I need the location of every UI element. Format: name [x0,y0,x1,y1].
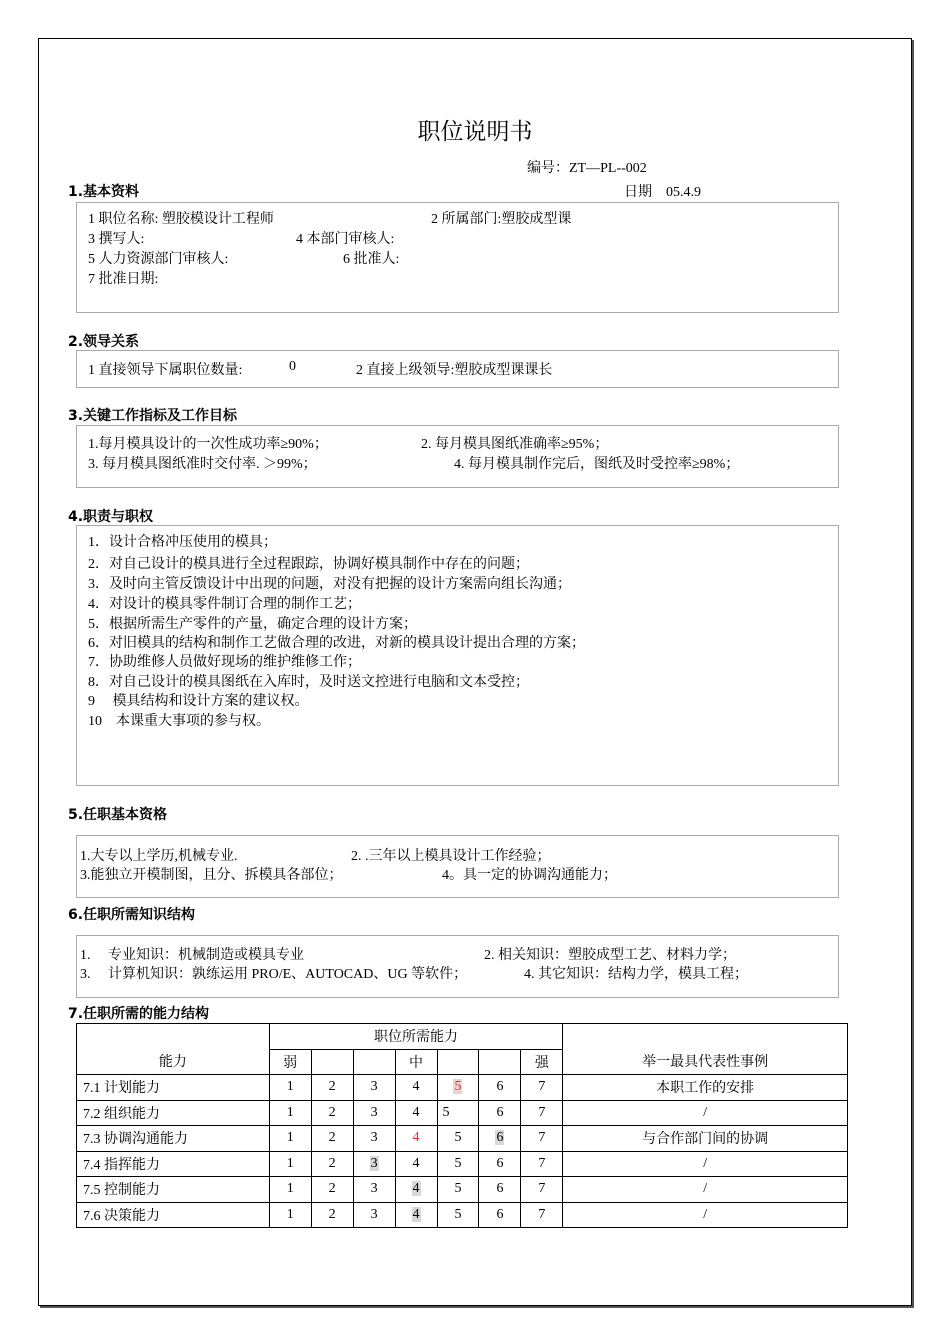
selected-level: 4 [412,1130,420,1146]
scale-cell: 3 [353,1202,395,1228]
scale-cell-selected [353,1151,395,1177]
ability-name: 7.6 决策能力 [77,1202,270,1228]
scale-cell: 7 [521,1151,563,1177]
duty-item: 7．协助维修人员做好现场的维护维修工作； [88,655,361,670]
scale-cell: 3 [353,1075,395,1101]
basic-department: 2 所属部门:塑胶成型课 [431,212,572,227]
basic-approval-date: 7 批准日期: [88,272,159,287]
scale-blank [311,1049,353,1075]
scale-blank [353,1049,395,1075]
ability-example: 本职工作的安排 [563,1075,848,1101]
table-row [77,1202,848,1228]
scale-cell: 3 [353,1126,395,1152]
selected-level: 5 [454,1079,462,1095]
scale-mid: 中 [395,1049,437,1075]
kpi-item-2: 2. 每月模具图纸准确率≥95%； [421,437,609,452]
basic-approver: 6 批准人: [343,252,400,267]
scale-cell: 6 [479,1100,521,1126]
ability-example: / [563,1100,848,1126]
selected-level: 4 [412,1206,420,1222]
selected-level: 4 [412,1181,420,1197]
document-date: 日期 05.4.9 [624,185,701,200]
section-basic-title: 1.基本资料 [68,184,140,200]
scale-cell: 7 [521,1177,563,1203]
scale-cell: 1 [269,1151,311,1177]
selected-level: 3 [370,1155,378,1171]
scale-cell: 5 [437,1177,479,1203]
duty-item: 5．根据所需生产零件的产量，确定合理的设计方案； [88,617,417,632]
leadership-subordinates-value: 0 [289,359,296,374]
kpi-item-1: 1.每月模具设计的一次性成功率≥90%； [88,437,328,452]
scale-cell: 6 [479,1151,521,1177]
duty-item: 6．对旧模具的结构和制作工艺做合理的改进，对新的模具设计提出合理的方案； [88,636,585,651]
table-header-row [77,1024,848,1050]
duty-item: 2．对自己设计的模具进行全过程跟踪，协调好模具制作中存在的问题； [88,557,529,572]
scale-cell: 1 [269,1126,311,1152]
basic-dept-reviewer: 4 本部门审核人: [296,232,395,247]
section-ability-title: 7.任职所需的能力结构 [68,1006,210,1022]
scale-cell: 6 [479,1202,521,1228]
scale-cell: 1 [269,1100,311,1126]
scale-cell-highlight [479,1126,521,1152]
scale-cell: 1 [269,1202,311,1228]
table-row [77,1126,848,1152]
ability-example: / [563,1151,848,1177]
kpi-item-3: 3. 每月模具图纸准时交付率. ＞99%； [88,457,317,472]
scale-cell: 5 [437,1126,479,1152]
qualification-item-2: 2. .三年以上模具设计工作经验； [351,849,551,864]
scale-cell: 6 [479,1177,521,1203]
scale-cell: 5 [437,1100,479,1126]
knowledge-item-4: 4. 其它知识：结构力学，模具工程； [524,967,748,982]
scale-cell: 6 [479,1075,521,1101]
section-leadership-title: 2.领导关系 [68,334,140,350]
table-row [77,1075,848,1101]
scale-cell: 2 [311,1151,353,1177]
scale-cell: 3 [353,1177,395,1203]
scale-cell-selected [395,1126,437,1152]
duty-item: 4．对设计的模具零件制订合理的制作工艺； [88,597,361,612]
duty-item: 8．对自己设计的模具图纸在入库时，及时送文控进行电脑和文本受控； [88,675,529,690]
scale-cell: 3 [353,1100,395,1126]
scale-strong: 强 [521,1049,563,1075]
ability-name: 7.2 组织能力 [77,1100,270,1126]
section-duties-title: 4.职责与职权 [68,509,154,525]
qualification-item-4: 4。具一定的协调沟通能力； [442,868,617,883]
scale-cell: 5 [437,1151,479,1177]
section-kpi-title: 3.关键工作指标及工作目标 [68,408,238,424]
scale-cell-selected [395,1177,437,1203]
ability-example: 与合作部门间的协调 [563,1126,848,1152]
scale-cell: 2 [311,1126,353,1152]
scale-cell: 2 [311,1100,353,1126]
ability-example: / [563,1177,848,1203]
ability-name: 7.4 指挥能力 [77,1151,270,1177]
scale-cell: 7 [521,1126,563,1152]
ability-name: 7.3 协调沟通能力 [77,1126,270,1152]
basic-hr-reviewer: 5 人力资源部门审核人: [88,252,229,267]
ability-table [76,1023,848,1228]
ability-name: 7.1 计划能力 [77,1075,270,1101]
scale-cell: 4 [395,1151,437,1177]
ability-example: / [563,1202,848,1228]
table-row [77,1177,848,1203]
scale-cell: 2 [311,1202,353,1228]
table-row [77,1151,848,1177]
duty-item: 3．及时向主管反馈设计中出现的问题，对没有把握的设计方案需向组长沟通； [88,577,571,592]
duty-item: 1．设计合格冲压使用的模具； [88,535,277,550]
knowledge-item-2: 2. 相关知识：塑胶成型工艺、材料力学； [484,948,736,963]
knowledge-item-1: 1. 专业知识：机械制造或模具专业 [80,948,304,963]
scale-cell: 1 [269,1177,311,1203]
basic-position-name: 1 职位名称: 塑胶模设计工程师 [88,212,274,227]
qualification-item-3: 3.能独立开模制图，且分、拆模具各部位； [80,868,343,883]
leadership-superior: 2 直接上级领导:塑胶成型课课长 [356,363,553,378]
ability-name: 7.5 控制能力 [77,1177,270,1203]
scale-cell: 4 [395,1075,437,1101]
kpi-item-4: 4. 每月模具制作完后，图纸及时受控率≥98%； [454,457,740,472]
scale-weak: 弱 [269,1049,311,1075]
highlighted-level: 6 [496,1130,504,1146]
table-row [77,1100,848,1126]
basic-author: 3 撰写人: [88,232,145,247]
document-number: 编号：ZT—PL--002 [527,161,647,176]
scale-cell: 4 [395,1100,437,1126]
scale-cell: 7 [521,1075,563,1101]
duty-item: 9 模具结构和设计方案的建议权。 [88,694,309,709]
qualification-item-1: 1.大专以上学历,机械专业. [80,849,238,864]
leadership-subordinates: 1 直接领导下属职位数量: [88,363,243,378]
scale-cell-selected [437,1075,479,1101]
scale-cell: 5 [437,1202,479,1228]
duty-item: 10 本课重大事项的参与权。 [88,714,270,729]
section-knowledge-title: 6.任职所需知识结构 [68,907,196,923]
scale-blank [479,1049,521,1075]
scale-blank [437,1049,479,1075]
header-required-ability: 职位所需能力 [269,1024,563,1050]
scale-cell: 7 [521,1100,563,1126]
scale-cell: 1 [269,1075,311,1101]
page-title: 职位说明书 [417,119,533,145]
knowledge-item-3: 3. 计算机知识：孰练运用 PRO/E、AUTOCAD、UG 等软件； [80,967,468,982]
scale-cell: 2 [311,1177,353,1203]
scale-cell-selected [395,1202,437,1228]
header-ability: 能力 [77,1024,270,1075]
section-qualifications-title: 5.任职基本资格 [68,807,168,823]
header-example: 举一最具代表性事例 [563,1024,848,1075]
scale-cell: 7 [521,1202,563,1228]
scale-cell: 2 [311,1075,353,1101]
